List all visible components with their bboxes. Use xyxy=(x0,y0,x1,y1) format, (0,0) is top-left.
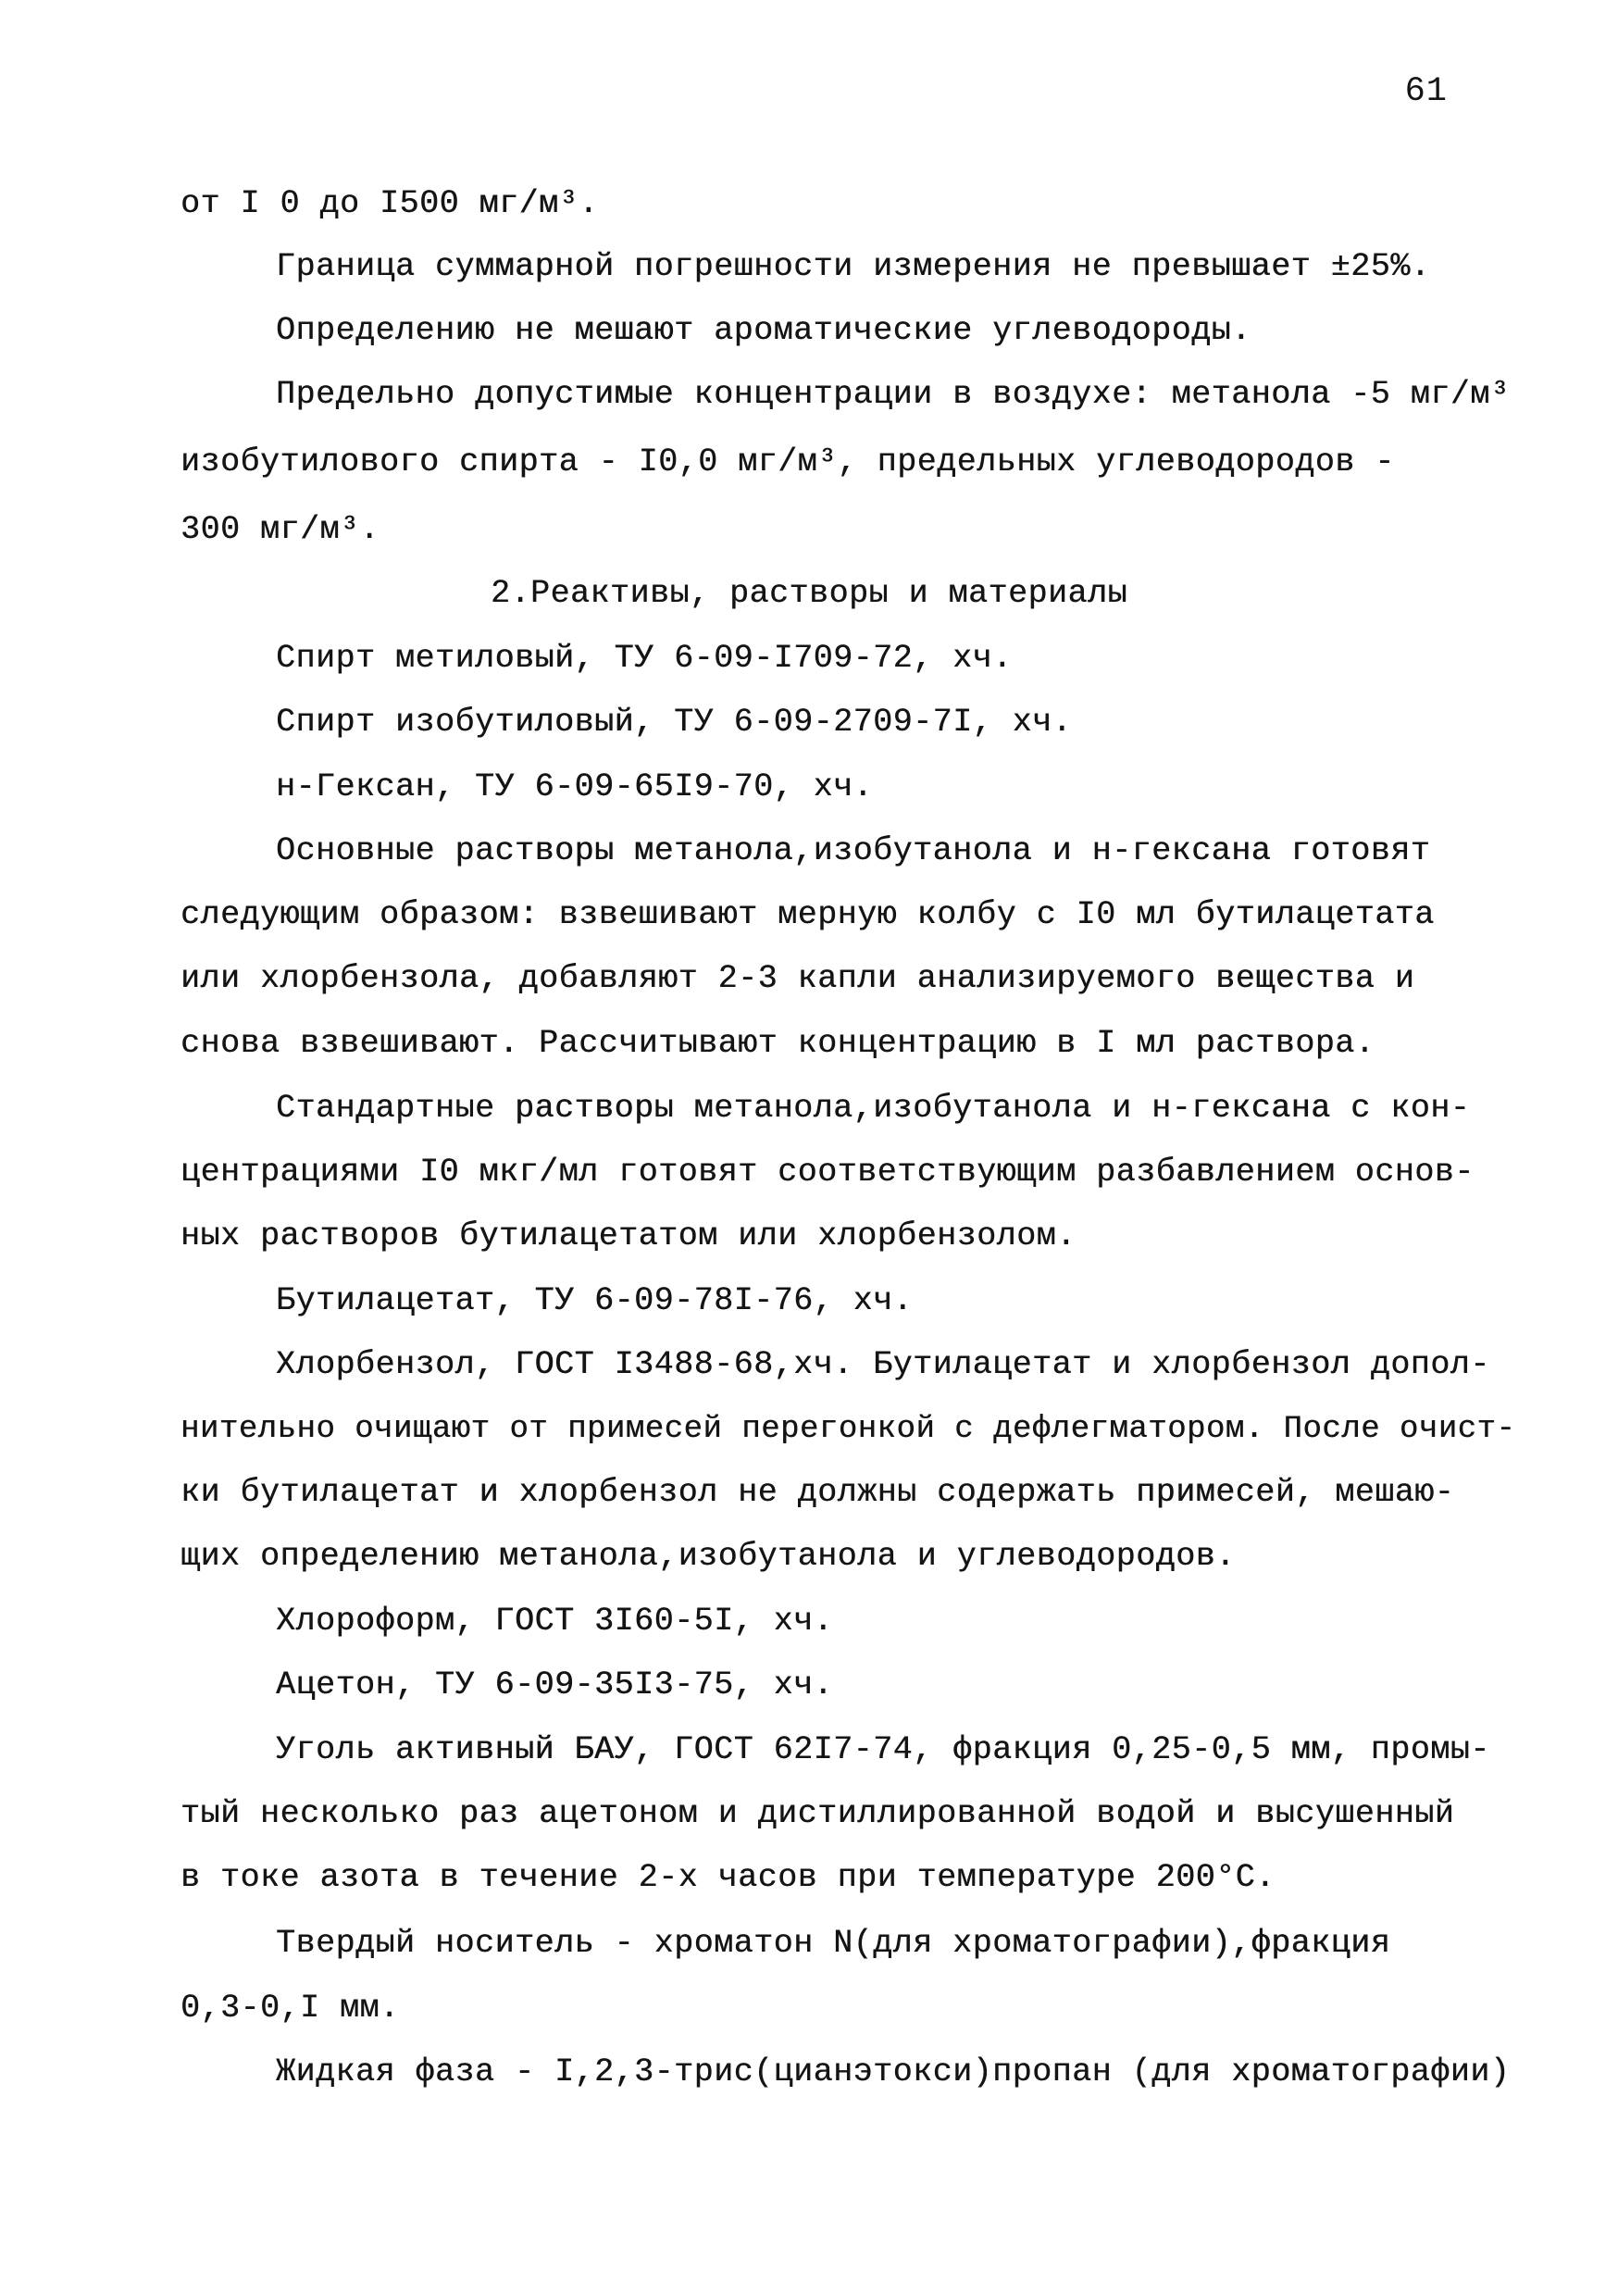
text-line: ных растворов бутилацетатом или хлорбензолом. xyxy=(180,1217,1077,1254)
text-line: или хлорбензола, добавляют 2-3 капли анализируемого вещества и xyxy=(180,960,1415,997)
text-line: Жидкая фаза - I,2,3-трис(цианэтокси)пропан (для хроматографии) xyxy=(276,2053,1511,2090)
text-line: н-Гексан, ТУ 6-09-65I9-70, хч. xyxy=(276,768,874,805)
text-line: Бутилацетат, ТУ 6-09-78I-76, хч. xyxy=(276,1282,914,1319)
text-line: тый несколько раз ацетоном и дистиллированной водой и высушенный xyxy=(180,1795,1455,1832)
section-heading: 2.Реактивы, растворы и материалы xyxy=(490,575,1128,612)
text-line: щих определению метанола,изобутанола и углеводородов. xyxy=(180,1538,1236,1575)
text-line: изобутилового спирта - I0,0 мг/м³, предельных углеводородов - xyxy=(180,443,1395,480)
text-line: Ацетон, ТУ 6-09-35I3-75, хч. xyxy=(276,1666,834,1703)
text-line: Хлороформ, ГОСТ 3I60-5I, хч. xyxy=(276,1603,834,1640)
text-line: Хлорбензол, ГОСТ I3488-68,хч. Бутилацетат и хлорбензол допол- xyxy=(276,1346,1490,1383)
text-line: Определению не мешают ароматические углеводороды. xyxy=(276,312,1251,349)
text-line: Основные растворы метанола,изобутанола и н-гексана готовят xyxy=(276,832,1431,869)
text-line: Спирт метиловый, ТУ 6-09-I709-72, хч. xyxy=(276,640,1013,677)
text-line: 300 мг/м³. xyxy=(180,511,380,548)
text-line: снова взвешивают. Рассчитывают концентрацию в I мл раствора. xyxy=(180,1025,1375,1062)
text-line: в токе азота в течение 2-х часов при температуре 200°С. xyxy=(180,1859,1276,1896)
text-line: Уголь активный БАУ, ГОСТ 62I7-74, фракция 0,25-0,5 мм, промы- xyxy=(276,1731,1490,1768)
text-line: ки бутилацетат и хлорбензол не должны содержать примесей, мешаю- xyxy=(180,1474,1455,1511)
text-line: следующим образом: взвешивают мерную колбу с I0 мл бутилацетата xyxy=(180,896,1435,933)
text-line: нительно очищают от примесей перегонкой с дефлегматором. После очист- xyxy=(180,1412,1516,1447)
text-line: 0,3-0,I мм. xyxy=(180,1990,400,2027)
text-line: Твердый носитель - хроматон N(для хроматографии),фракция xyxy=(276,1925,1391,1962)
text-line: Предельно допустимые концентрации в воздухе: метанола -5 мг/м³ xyxy=(276,376,1511,413)
text-line: центрациями I0 мкг/мл готовят соответствующим разбавлением основ- xyxy=(180,1154,1475,1191)
text-line: от I 0 до I500 мг/м³. xyxy=(180,185,599,222)
text-line: Спирт изобутиловый, ТУ 6-09-2709-7I, хч. xyxy=(276,704,1073,741)
page-number: 61 xyxy=(1404,72,1448,111)
text-line: Стандартные растворы метанола,изобутанола и н-гексана с кон- xyxy=(276,1090,1471,1127)
text-line: Граница суммарной погрешности измерения не превышает ±25%. xyxy=(276,248,1431,285)
